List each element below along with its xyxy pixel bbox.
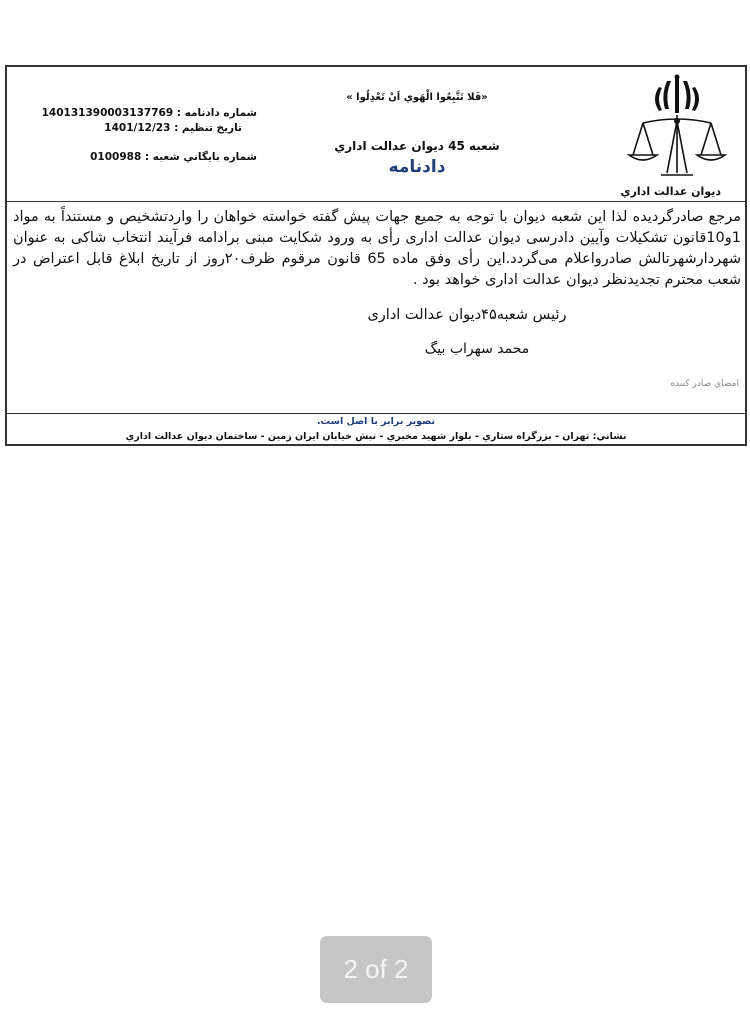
verdict-number-label: شماره دادنامه : xyxy=(176,107,257,119)
archive-number-row xyxy=(47,151,257,163)
page-indicator: 2 of 2 xyxy=(320,936,432,1003)
header-divider xyxy=(7,201,745,202)
signer-name: محمد سهراب بیگ xyxy=(424,341,530,357)
certified-copy-note: تصوير برابر با اصل است. xyxy=(316,416,436,427)
issue-date: 1401/12/23 xyxy=(104,122,171,134)
quran-verse: «فَلا تَتَّبِعُوا الْهَوي اَنْ تَعْدِلُوا » xyxy=(346,92,488,103)
document-type-title: دادنامه xyxy=(388,157,446,177)
verdict-number: 140131390003137769 xyxy=(41,107,174,119)
verdict-document xyxy=(5,65,747,446)
verdict-body-text: مرجع صادرگردیده لذا این شعبه دیوان با توجه به جمیع جهات پیش گفته خواسته خواهان را واردتشخیص و مستنداً به مواد 1و10قانون تشکیلات وآیین دادرسی دیوان عدالت اداری رأی به ورود شکایت مبنی برادامه فرآیند انتخاب شاکی به عنوان شهردارشهرتالش صادرواعلام می‌گردد.این رأی وفق ماده 65 قانون مرقوم ظرف۲۰روز از تاریخ ابلاغ قابل اعتراض در شعب محترم تجدیدنظر دیوان عدالت اداری خواهد بود . xyxy=(13,209,742,288)
signer-title: رئیس شعبه۴۵دیوان عدالت اداری xyxy=(367,307,567,323)
verdict-number-row xyxy=(41,107,257,119)
signature-label: امضاي صادر کننده xyxy=(670,379,739,389)
iran-emblem-scales-icon xyxy=(623,73,731,183)
issue-date-row xyxy=(32,122,242,134)
archive-number-label: شماره بايگاني شعبه : xyxy=(144,151,257,163)
footer-divider xyxy=(7,413,745,414)
branch-title: شعبه 45 ديوان عدالت اداري xyxy=(334,139,500,153)
issue-date-label: تاريخ تنظيم : xyxy=(174,122,242,134)
court-name: ديوان عدالت اداري xyxy=(620,185,721,198)
archive-number: 0100988 xyxy=(90,151,142,163)
court-address: نشاني: تهران - بزرگراه ستاري - بلوار شهيد مخبري - نبش خيابان ايران زمين - ساختمان ديوان عدالت اداري xyxy=(125,431,627,442)
